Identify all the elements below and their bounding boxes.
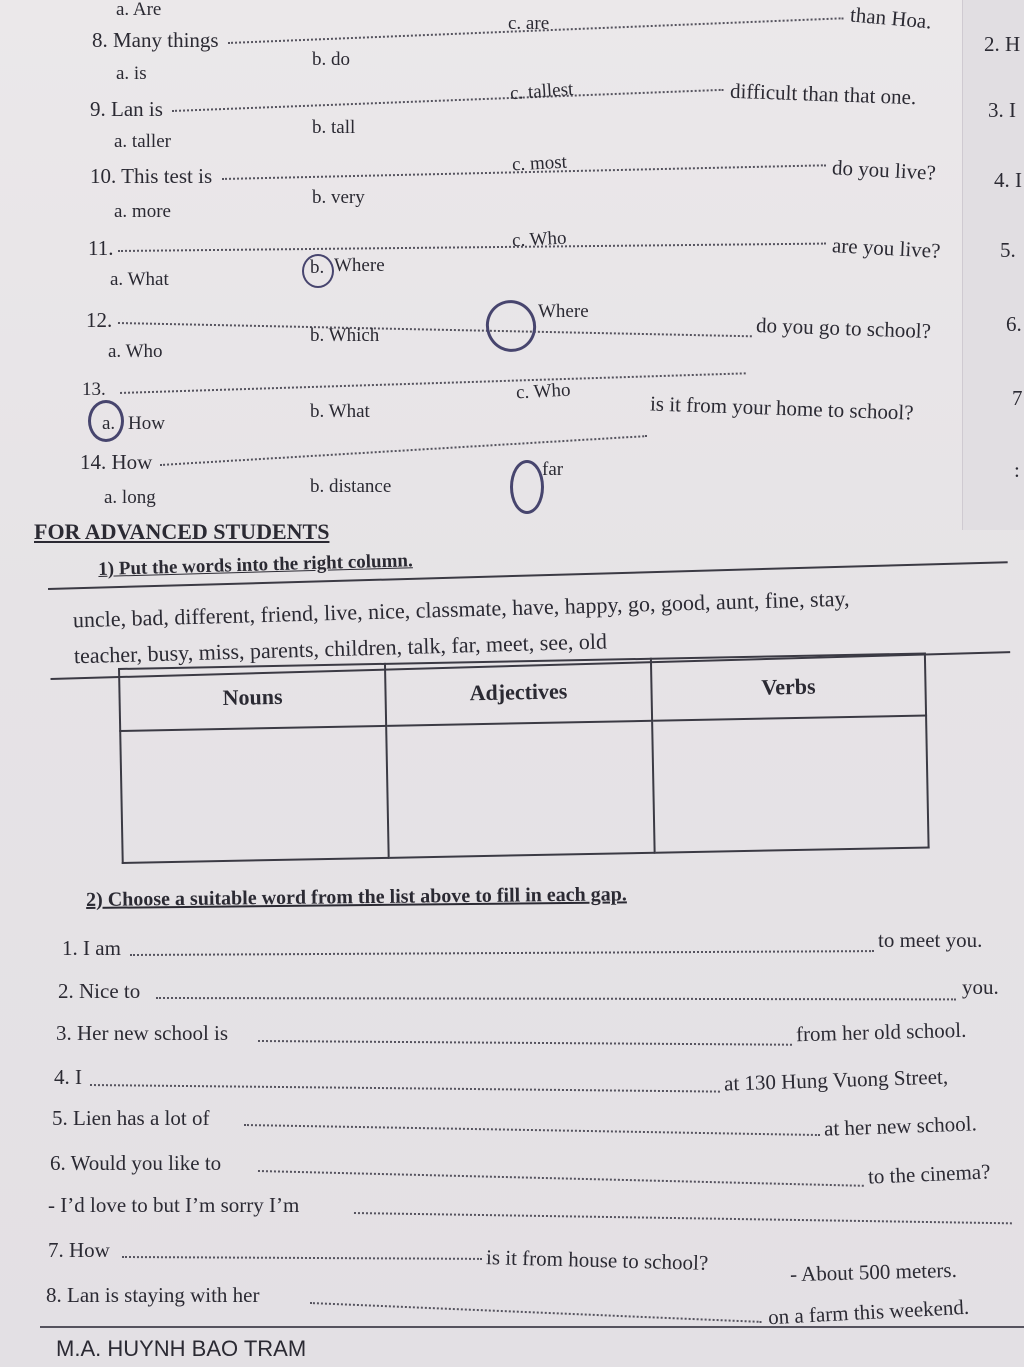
gap-3-start: 3. Her new school is	[56, 1021, 229, 1045]
margin-text-6: 7	[1012, 386, 1023, 410]
q12-prompt: 12.	[86, 308, 113, 332]
margin-text-5: 6.	[1006, 312, 1022, 336]
q14-option-a: a. long	[104, 487, 156, 508]
gap-6-blank[interactable]	[258, 1170, 864, 1187]
gap-4-end: at 130 Hung Vuong Street,	[723, 1064, 949, 1096]
gap-2-blank[interactable]	[156, 997, 956, 1000]
word-list-line-2: teacher, busy, miss, parents, children, talk, far, meet, see, old	[73, 628, 608, 669]
q8-tail: than Hoa.	[849, 2, 933, 34]
q8-prompt: 8. Many things	[92, 28, 219, 52]
margin-text-1: 2. H	[984, 32, 1021, 56]
gap-7-start: 7. How	[48, 1238, 110, 1262]
column-header-nouns: Nouns	[119, 664, 386, 731]
q9-blank[interactable]	[172, 89, 724, 112]
q13-option-a-letter: a.	[102, 413, 116, 434]
q11-tail: are you live?	[831, 233, 942, 263]
q9-option-c: c. tallest	[509, 78, 574, 105]
q9-prompt: 9. Lan is	[90, 97, 163, 121]
column-header-verbs: Verbs	[651, 654, 926, 721]
gap-2-end: you.	[962, 975, 999, 999]
gap-3-blank[interactable]	[258, 1040, 792, 1046]
gap-5-end: at her new school.	[823, 1111, 978, 1141]
gap-4-start: 4. I	[54, 1065, 82, 1089]
q14-blank[interactable]	[160, 435, 647, 466]
q11-option-c: c. Who	[511, 227, 568, 252]
q10-option-b: b. very	[312, 187, 365, 208]
gap-6-end: to the cinema?	[867, 1159, 991, 1189]
q8-option-c: c. are	[508, 13, 550, 34]
verbs-cell[interactable]	[652, 715, 929, 852]
gap-8-blank[interactable]	[310, 1302, 762, 1323]
q13-option-b: b. What	[310, 401, 370, 422]
q13-prompt: 13.	[82, 379, 106, 400]
margin-text-7: :	[1014, 458, 1020, 482]
q9-option-a: a. taller	[114, 131, 171, 152]
q8-option-b: b. do	[312, 49, 350, 70]
q13-option-c: c. Who	[515, 379, 572, 404]
gap-4-blank[interactable]	[90, 1084, 720, 1093]
gap-8-start: 8. Lan is staying with her	[46, 1283, 260, 1307]
gap-7-end: is it from house to school?	[485, 1245, 709, 1275]
q10-prompt: 10. This test is	[90, 164, 213, 188]
q9-option-b: b. tall	[312, 117, 356, 138]
margin-text-3: 4. I	[994, 168, 1022, 192]
gap-5-start: 5. Lien has a lot of	[52, 1106, 210, 1130]
gap-7-blank[interactable]	[122, 1256, 482, 1260]
q12-blank[interactable]	[118, 322, 752, 337]
q14-answer-circle	[510, 460, 544, 514]
prev-option-a: a. Are	[116, 0, 162, 20]
gap-7-answer-note: - About 500 meters.	[789, 1257, 958, 1287]
q14-prompt: 14. How	[80, 450, 153, 474]
q14-option-c-word: far	[542, 459, 564, 480]
q14-option-b: b. distance	[310, 476, 392, 497]
q12-answer-circle	[479, 293, 544, 359]
q11-blank[interactable]	[118, 243, 826, 252]
exercise1-heading: 1) Put the words into the right column.	[97, 550, 413, 580]
q12-tail: do you go to school?	[755, 312, 932, 344]
q11-option-b-letter: b.	[310, 257, 325, 278]
q11-option-b-word: Where	[334, 255, 385, 276]
word-list-line-1: uncle, bad, different, friend, live, nice, classmate, have, happy, go, good, aunt, fine, stay,	[72, 585, 850, 633]
next-page-edge	[962, 0, 1024, 530]
gap-6b-start: - I’d love to but I’m sorry I’m	[48, 1193, 300, 1217]
q8-option-a: a. is	[116, 63, 147, 84]
gap-2-start: 2. Nice to	[58, 979, 141, 1003]
section-title: FOR ADVANCED STUDENTS	[34, 519, 330, 544]
q13-tail: is it from your home to school?	[649, 391, 914, 425]
gap-5-blank[interactable]	[244, 1124, 820, 1136]
exercise2-heading: 2) Choose a suitable word from the list above to fill in each gap.	[85, 883, 627, 911]
word-columns-table	[118, 652, 930, 863]
column-header-adjectives: Adjectives	[385, 659, 652, 726]
q12-option-b: b. Which	[310, 325, 380, 346]
nouns-cell[interactable]	[120, 726, 388, 863]
q11-option-a: a. What	[110, 269, 169, 290]
gap-1-start: 1. I am	[62, 936, 121, 960]
margin-text-2: 3. I	[988, 98, 1016, 122]
footer-author: M.A. HUYNH BAO TRAM	[56, 1336, 307, 1361]
footer-rule	[40, 1326, 1024, 1328]
q9-tail: difficult than that one.	[729, 78, 917, 110]
gap-1-blank[interactable]	[130, 950, 874, 956]
q10-option-c: c. most	[511, 151, 568, 176]
q13-option-a-word: How	[128, 413, 165, 434]
adjectives-cell[interactable]	[386, 721, 654, 858]
q12-option-a: a. Who	[108, 341, 163, 362]
q11-prompt: 11.	[88, 236, 114, 260]
gap-8-end: on a farm this weekend.	[767, 1294, 970, 1330]
q10-tail: do you live?	[831, 155, 937, 185]
q10-option-a: a. more	[114, 201, 171, 222]
gap-3-end: from her old school.	[795, 1017, 967, 1047]
gap-6b-blank[interactable]	[354, 1212, 1012, 1224]
gap-1-end: to meet you.	[878, 928, 983, 952]
q12-option-c-word: Where	[538, 301, 589, 322]
gap-6-start: 6. Would you like to	[50, 1151, 222, 1175]
margin-text-4: 5.	[1000, 238, 1016, 262]
